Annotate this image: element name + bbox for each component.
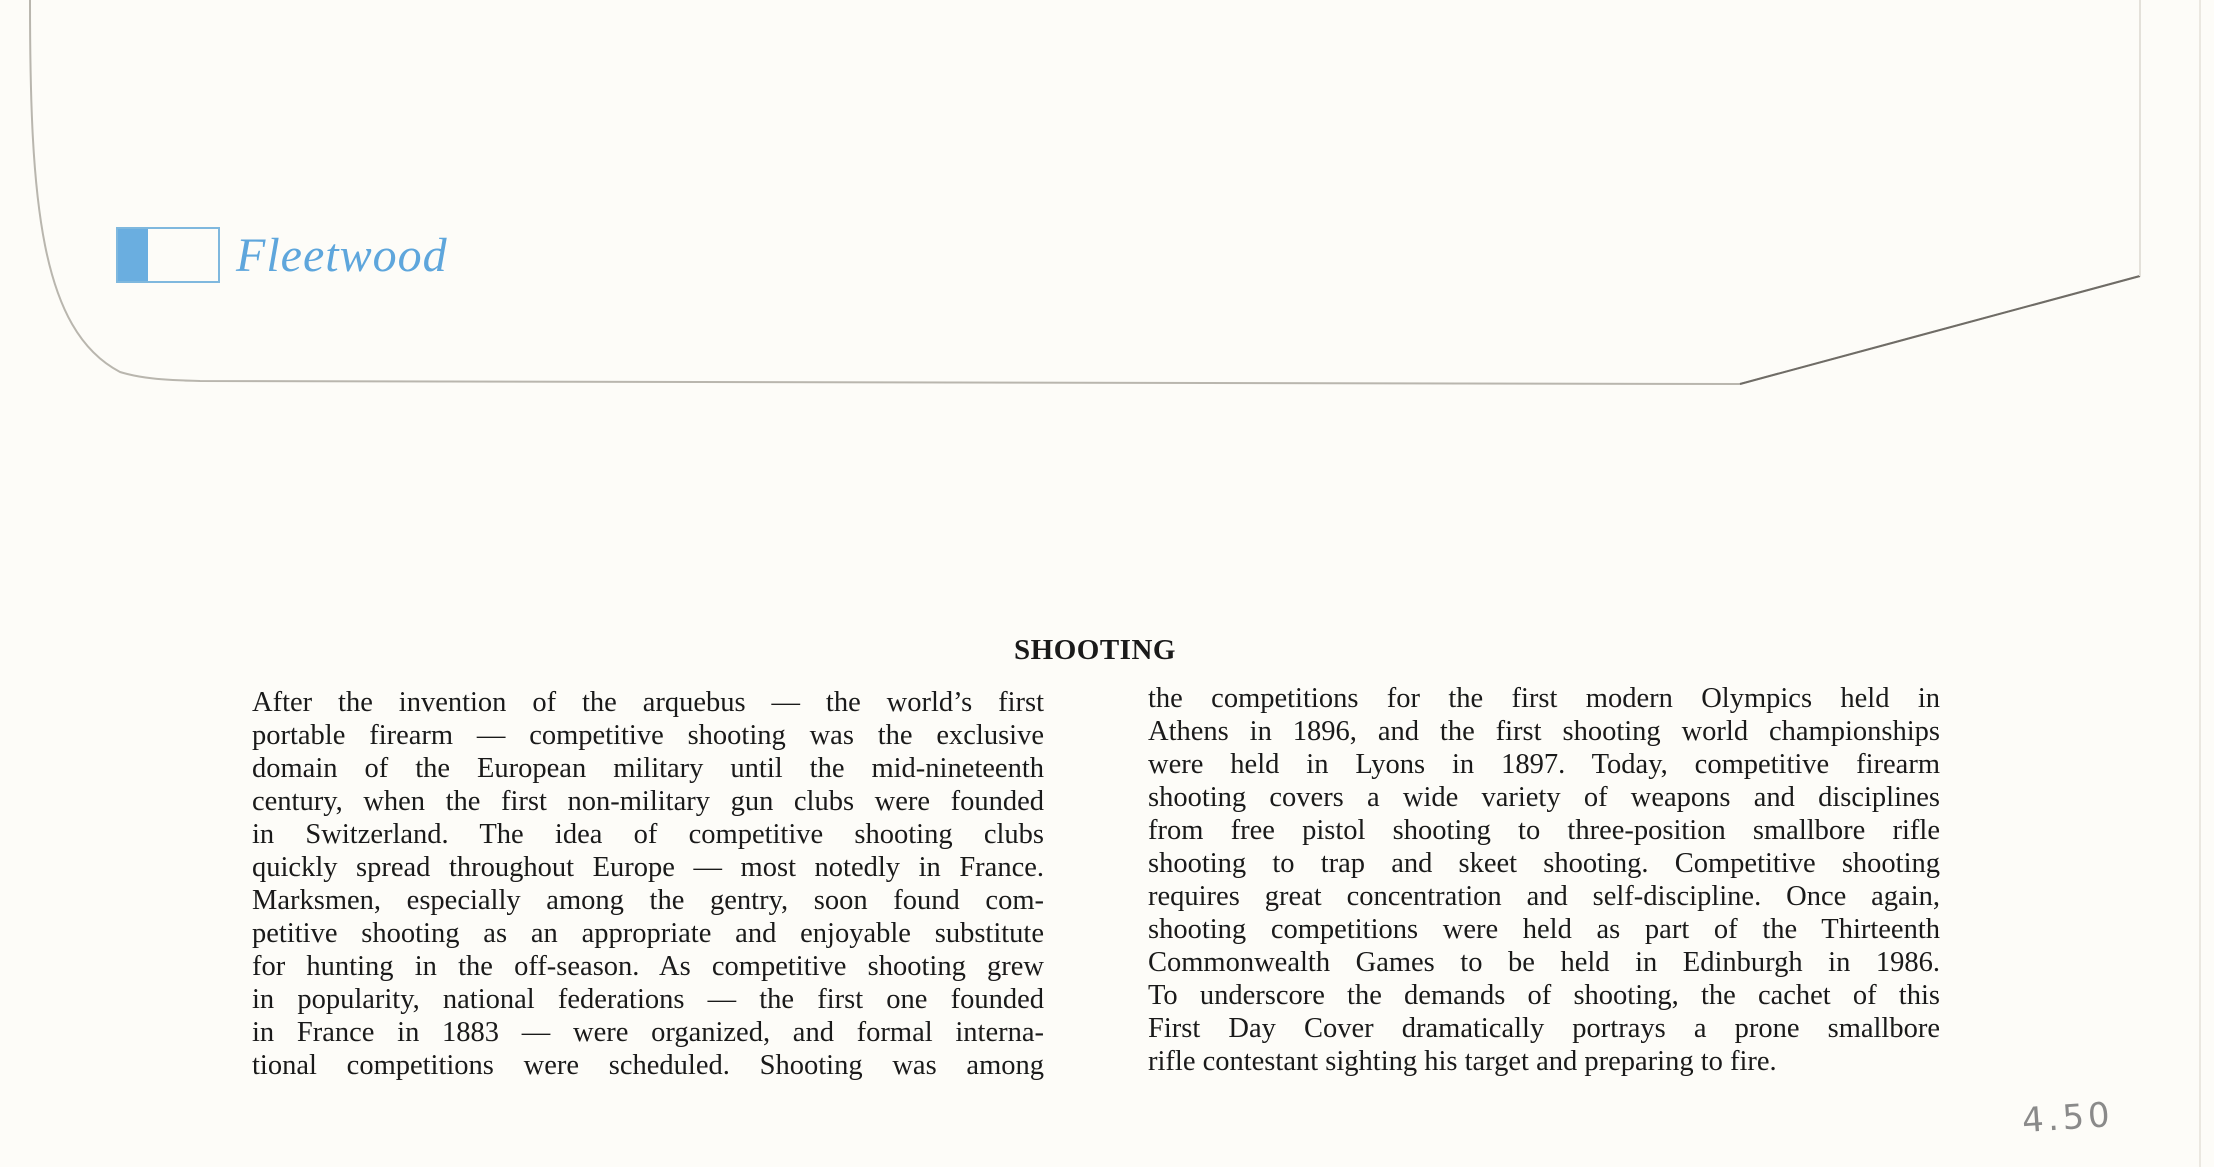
text-line: Marksmen, especially among the gentry, soon found com- — [252, 885, 1044, 916]
text-line: shooting to trap and skeet shooting. Competitive shooting — [1148, 848, 1940, 879]
text-line: shooting covers a wide variety of weapons and disciplines — [1148, 782, 1940, 813]
text-line: First Day Cover dramatically portrays a prone smallbore — [1148, 1013, 1940, 1044]
article-title: SHOOTING — [1014, 634, 1176, 666]
text-line: in Switzerland. The idea of competitive shooting clubs — [252, 819, 1044, 850]
text-line: century, when the first non-military gun clubs were founded — [252, 786, 1044, 817]
text-line: tional competitions were scheduled. Shooting was among — [252, 1050, 1044, 1081]
text-line: in France in 1883 — were organized, and formal interna- — [252, 1017, 1044, 1048]
text-line: domain of the European military until the mid-nineteenth — [252, 753, 1044, 784]
text-line: rifle contestant sighting his target and preparing to fire. — [1148, 1046, 1777, 1077]
logo-mark — [116, 227, 220, 283]
handwritten-price: 4.50 — [2020, 1094, 2115, 1142]
text-line: Commonwealth Games to be held in Edinburgh in 1986. — [1148, 947, 1940, 978]
article-right-column — [1148, 682, 1940, 1078]
text-line: shooting competitions were held as part of the Thirteenth — [1148, 914, 1940, 945]
fleetwood-logo — [116, 226, 448, 284]
logo-wordmark: Fleetwood — [236, 228, 448, 282]
text-line: for hunting in the off-season. As competitive shooting grew — [252, 951, 1044, 982]
text-line: quickly spread throughout Europe — most notedly in France. — [252, 852, 1044, 883]
text-line: petitive shooting as an appropriate and enjoyable substitute — [252, 918, 1044, 949]
text-line: from free pistol shooting to three-position smallbore rifle — [1148, 815, 1940, 846]
text-line: portable firearm — competitive shooting was the exclusive — [252, 720, 1044, 751]
text-line: requires great concentration and self-discipline. Once again, — [1148, 881, 1940, 912]
text-line: in popularity, national federations — the first one founded — [252, 984, 1044, 1015]
text-line: To underscore the demands of shooting, the cachet of this — [1148, 980, 1940, 1011]
text-line: the competitions for the first modern Olympics held in — [1148, 683, 1940, 714]
text-line: After the invention of the arquebus — the world’s first — [252, 687, 1044, 718]
article-left-column — [252, 686, 1044, 1082]
text-line: Athens in 1896, and the first shooting world championships — [1148, 716, 1940, 747]
text-line: were held in Lyons in 1897. Today, competitive firearm — [1148, 749, 1940, 780]
